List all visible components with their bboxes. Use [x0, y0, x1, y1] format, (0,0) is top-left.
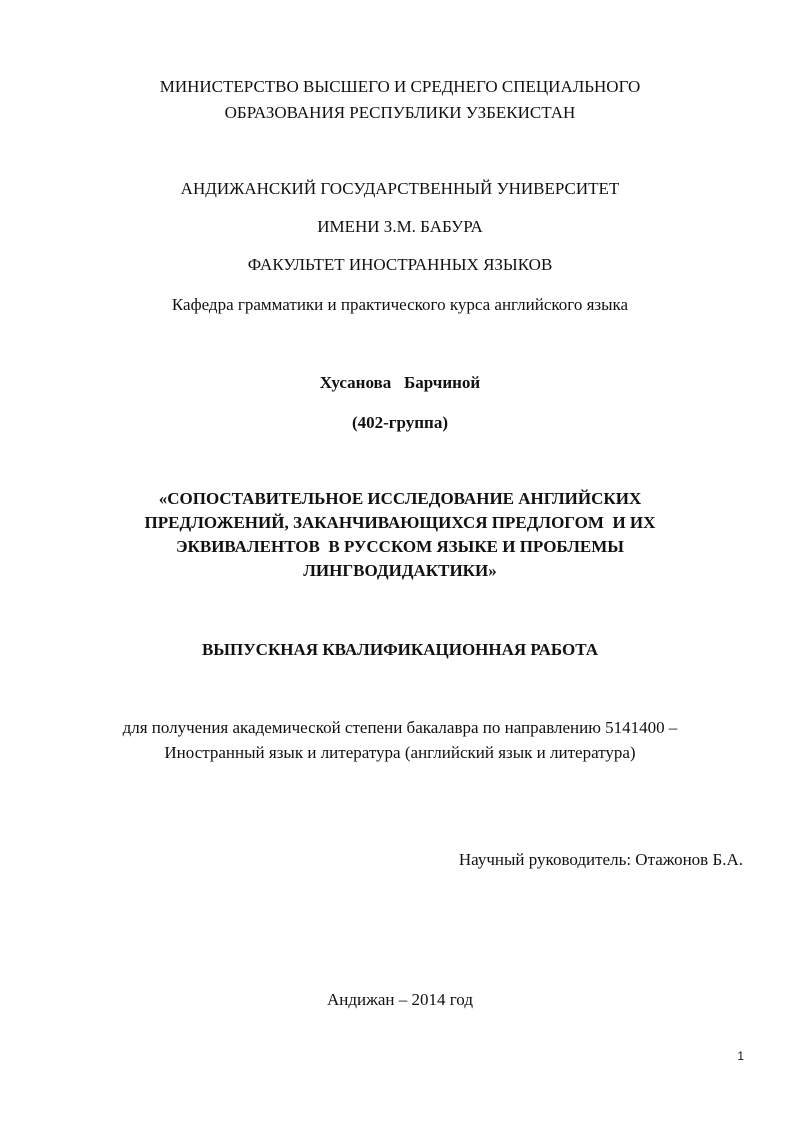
author-name: Хусанова Барчиной — [319, 373, 481, 392]
thesis-title — [0, 487, 800, 583]
work-type: ВЫПУСКНАЯ КВАЛИФИКАЦИОННАЯ РАБОТА — [201, 640, 599, 659]
faculty-name: ФАКУЛЬТЕТ ИНОСТРАННЫХ ЯЗЫКОВ — [247, 255, 553, 274]
university-name-suffix: ИМЕНИ З.М. БАБУРА — [317, 217, 483, 236]
degree-purpose-line-1: для получения академической степени бакалавра по направлению 5141400 – — [122, 718, 678, 737]
department-name: Кафедра грамматики и практического курса английского языка — [171, 295, 629, 314]
university-name: АНДИЖАНСКИЙ ГОСУДАРСТВЕННЫЙ УНИВЕРСИТЕТ — [180, 179, 620, 198]
thesis-title-line: ЛИНГВОДИДАКТИКИ» — [303, 561, 497, 580]
thesis-title-line: ПРЕДЛОЖЕНИЙ, ЗАКАНЧИВАЮЩИХСЯ ПРЕДЛОГОМ И ИХ — [144, 513, 656, 532]
supervisor: Научный руководитель: Отажонов Б.А. — [458, 850, 743, 869]
degree-purpose-line-2: Иностранный язык и литература (английский язык и литература) — [164, 743, 636, 762]
page-number: 1 — [737, 1049, 744, 1063]
place-year: Андижан – 2014 год — [327, 990, 473, 1009]
author-group: (402-группа) — [351, 413, 449, 432]
thesis-title-line: «СОПОСТАВИТЕЛЬНОЕ ИССЛЕДОВАНИЕ АНГЛИЙСКИХ — [158, 489, 642, 508]
thesis-title-line: ЭКВИВАЛЕНТОВ В РУССКОМ ЯЗЫКЕ И ПРОБЛЕМЫ — [176, 537, 624, 556]
ministry-line-1: МИНИСТЕРСТВО ВЫСШЕГО И СРЕДНЕГО СПЕЦИАЛЬНОГО — [159, 77, 641, 96]
ministry-line-2: ОБРАЗОВАНИЯ РЕСПУБЛИКИ УЗБЕКИСТАН — [224, 103, 576, 122]
